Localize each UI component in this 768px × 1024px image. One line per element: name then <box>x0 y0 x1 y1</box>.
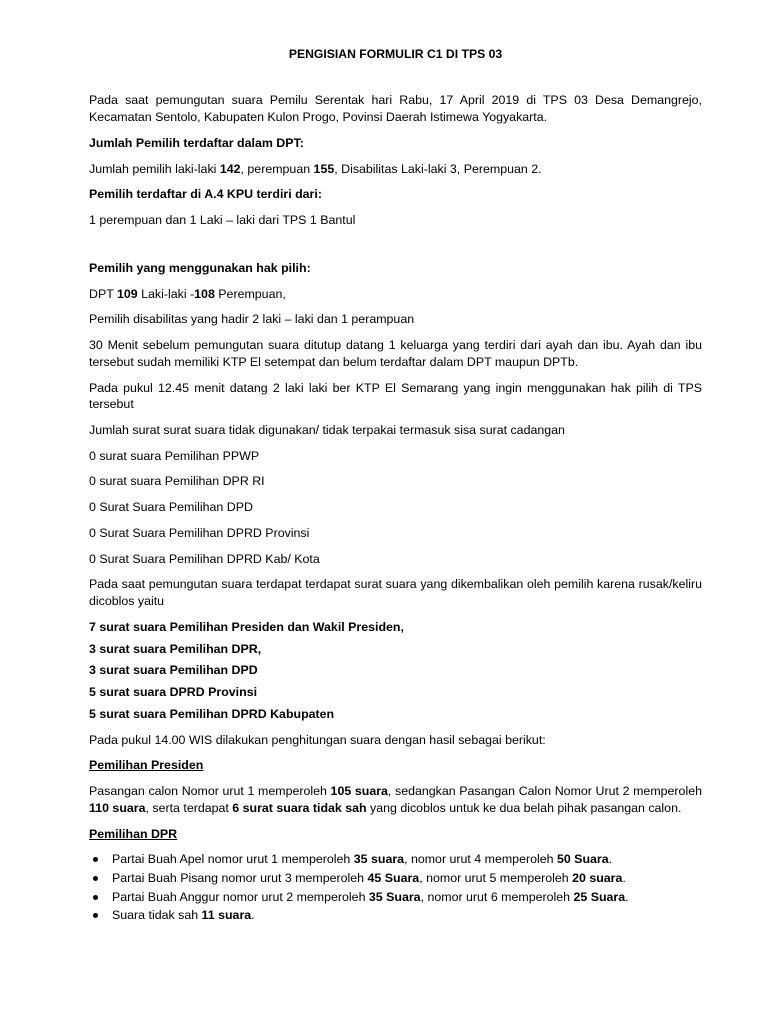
dpt-female-count: 155 <box>313 161 335 176</box>
list-item: 0 surat suara Pemilihan DPR RI <box>89 474 265 489</box>
dpt-heading: Jumlah Pemilih terdaftar dalam DPT: <box>89 135 304 150</box>
presiden-result: Pasangan calon Nomor urut 1 memperoleh 105 suara, sedangkan Pasangan Calon Nomor Urut 2 memperoleh 110 suara, serta terdapat 6 surat suara tidak sah yang dicoblos untuk ke dua belah pihak pasangan calon. <box>89 784 702 815</box>
list-item: 3 surat suara Pemilihan DPR, <box>89 641 262 656</box>
list-item: 0 surat suara Pemilihan PPWP <box>89 448 260 463</box>
returned-ballots-list <box>89 619 702 723</box>
bullet-icon <box>93 895 98 900</box>
paragraph-1245: Pada pukul 12.45 menit datang 2 laki laki ber KTP El Semarang yang ingin menggunakan hak pilih di TPS tersebut <box>89 380 702 412</box>
list-item: 7 surat suara Pemilihan Presiden dan Wakil Presiden, <box>89 619 404 634</box>
list-item: 0 Surat Suara Pemilihan DPRD Provinsi <box>89 525 310 540</box>
list-item: Partai Buah Anggur nomor urut 2 memperoleh 35 Suara, nomor urut 6 memperoleh 25 Suara. <box>89 889 702 906</box>
bullet-icon <box>93 876 98 881</box>
dpr-results-list <box>89 851 702 924</box>
list-item: Partai Buah Apel nomor urut 1 memperoleh 35 suara, nomor urut 4 memperoleh 50 Suara. <box>89 851 702 868</box>
dpt-male-count: 142 <box>219 161 241 176</box>
dpr-heading: Pemilihan DPR <box>89 826 178 841</box>
invalid-ballots: 6 surat suara tidak sah <box>232 800 367 815</box>
list-item: 5 surat suara Pemilihan DPRD Kabupaten <box>89 706 335 721</box>
blank-line <box>89 238 702 260</box>
document-page <box>89 46 702 926</box>
users-male-count: 109 <box>117 286 138 301</box>
a4-heading: Pemilih terdaftar di A.4 KPU terdiri dari: <box>89 187 322 202</box>
a4-line: 1 perempuan dan 1 Laki – laki dari TPS 1 Bantul <box>89 213 356 228</box>
bullet-icon <box>93 913 98 918</box>
candidate-1-votes: 105 suara <box>330 784 388 799</box>
intro-paragraph: Pada saat pemungutan suara Pemilu Serentak hari Rabu, 17 April 2019 di TPS 03 Desa Demangrejo, Kecamatan Sentolo, Kabupaten Kulon Progo, Povinsi Daerah Istimewa Yogyakarta. <box>89 93 702 125</box>
paragraph-30-menit: 30 Menit sebelum pemungutan suara ditutup datang 1 keluarga yang terdiri dari ayah dan ibu. Ayah dan ibu tersebut sudah memiliki KTP El setempat dan belum terdaftar dalam DPT maupun DPTb. <box>89 338 702 369</box>
dpt-line: Jumlah pemilih laki-laki 142, perempuan 155, Disabilitas Laki-laki 3, Perempuan 2. <box>89 161 542 176</box>
unused-ballots-list <box>89 448 702 568</box>
users-line: DPT 109 Laki-laki -108 Perempuan, <box>89 286 286 301</box>
list-item: 0 Surat Suara Pemilihan DPD <box>89 500 253 515</box>
disability-line: Pemilih disabilitas yang hadir 2 laki – laki dan 1 perampuan <box>89 312 415 327</box>
users-heading: Pemilih yang menggunakan hak pilih: <box>89 260 311 275</box>
list-item: 5 surat suara DPRD Provinsi <box>89 685 258 700</box>
bullet-icon <box>93 857 98 862</box>
list-item: 0 Surat Suara Pemilihan DPRD Kab/ Kota <box>89 551 320 566</box>
unused-intro: Jumlah surat surat suara tidak digunakan/ tidak terpakai termasuk sisa surat cadangan <box>89 423 565 438</box>
candidate-2-votes: 110 suara <box>89 800 146 815</box>
list-item: Suara tidak sah 11 suara. <box>89 907 702 924</box>
list-item: 3 surat suara Pemilihan DPD <box>89 663 258 678</box>
document-title: PENGISIAN FORMULIR C1 DI TPS 03 <box>288 47 503 61</box>
list-item: Partai Buah Pisang nomor urut 3 memperoleh 45 Suara, nomor urut 5 memperoleh 20 suara. <box>89 870 702 887</box>
presiden-heading: Pemilihan Presiden <box>89 758 204 773</box>
returned-intro: Pada saat pemungutan suara terdapat terdapat surat suara yang dikembalikan oleh pemilih karena rusak/keliru dicoblos yaitu <box>89 577 702 609</box>
users-female-count: 108 <box>194 286 215 301</box>
count-intro: Pada pukul 14.00 WIS dilakukan penghitungan suara dengan hasil sebagai berikut: <box>89 732 546 747</box>
